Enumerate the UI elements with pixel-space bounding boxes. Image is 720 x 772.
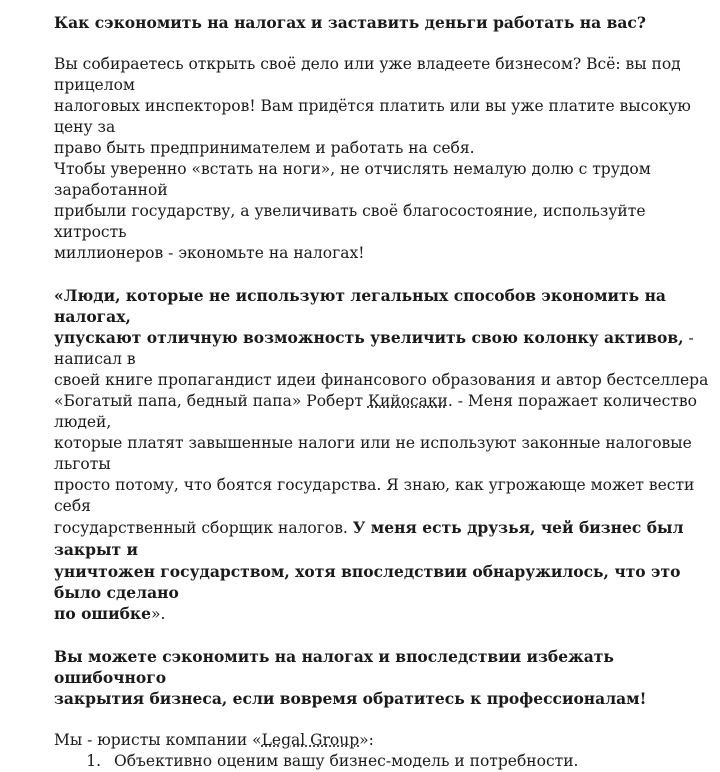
quote-text: государственный сборщик налогов. [54,519,353,537]
quote-bold-text: упускают отличную возможность увеличить свою колонку активов, [54,328,684,347]
list-item: 1. Объективно оценим вашу бизнес-модель и потребности. [106,751,720,772]
quote-line: просто потому, что боятся государства. Я знаю, как угрожающе может вести себя [54,476,695,515]
quote-line: которые платят завышенные налоги или не используют законные налоговые льготы [54,434,692,473]
quote-text: ». [150,605,166,623]
intro-line: миллионеров - экономьте на налогах! [54,244,365,262]
quote-line: своей книге пропагандист идеи финансового образования и автор бестселлера [54,371,709,389]
intro-line: налоговых инспекторов! Вам придётся платить или вы уже платите высокую цену за [54,97,691,136]
quote-line: уничтожен государством, хотя впоследствии обнаружилось, что это было сделано [54,562,681,602]
services-list [54,751,720,772]
intro-line: Вы собираетесь открыть своё дело или уже владеете бизнесом? Всё: вы под прицелом [54,55,681,94]
cta-line: закрытия бизнеса, если вовремя обратитесь к профессионалам! [54,689,647,708]
services-intro [54,730,720,751]
services-intro-text: Мы - юристы компании « [54,731,262,749]
intro-line: прибыли государству, а увеличивать своё благосостояние, используйте хитрость [54,202,646,241]
company-name: Legal Group [261,731,360,749]
quote-line: «Люди, которые не используют легальных способов экономить на налогах, [54,286,666,326]
quote-bold-text: по ошибке [54,604,151,623]
quote-text: - написал в [54,329,694,368]
services-intro-text: »: [359,731,374,749]
call-to-action [54,646,720,709]
intro-paragraph [54,54,720,264]
cta-line: Вы можете сэкономить на налогах и впоследствии избежать ошибочного [54,647,614,687]
document-body [54,12,720,772]
quote-text: . - Меня поражает количество людей, [54,392,697,431]
intro-line: Чтобы уверенно «встать на ноги», не отчислять немалую долю с трудом заработанной [54,160,651,199]
quote-paragraph [54,285,720,625]
document-title: Как сэкономить на налогах и заставить деньги работать на вас? [54,13,646,32]
intro-line: право быть предпринимателем и работать на себя. [54,139,475,157]
quote-text: «Богатый папа, бедный папа» Роберт [54,392,368,410]
author-name: Кийосаки [367,392,448,410]
quote-bold-text: У меня есть друзья, чей бизнес был закрыт и [54,518,684,559]
